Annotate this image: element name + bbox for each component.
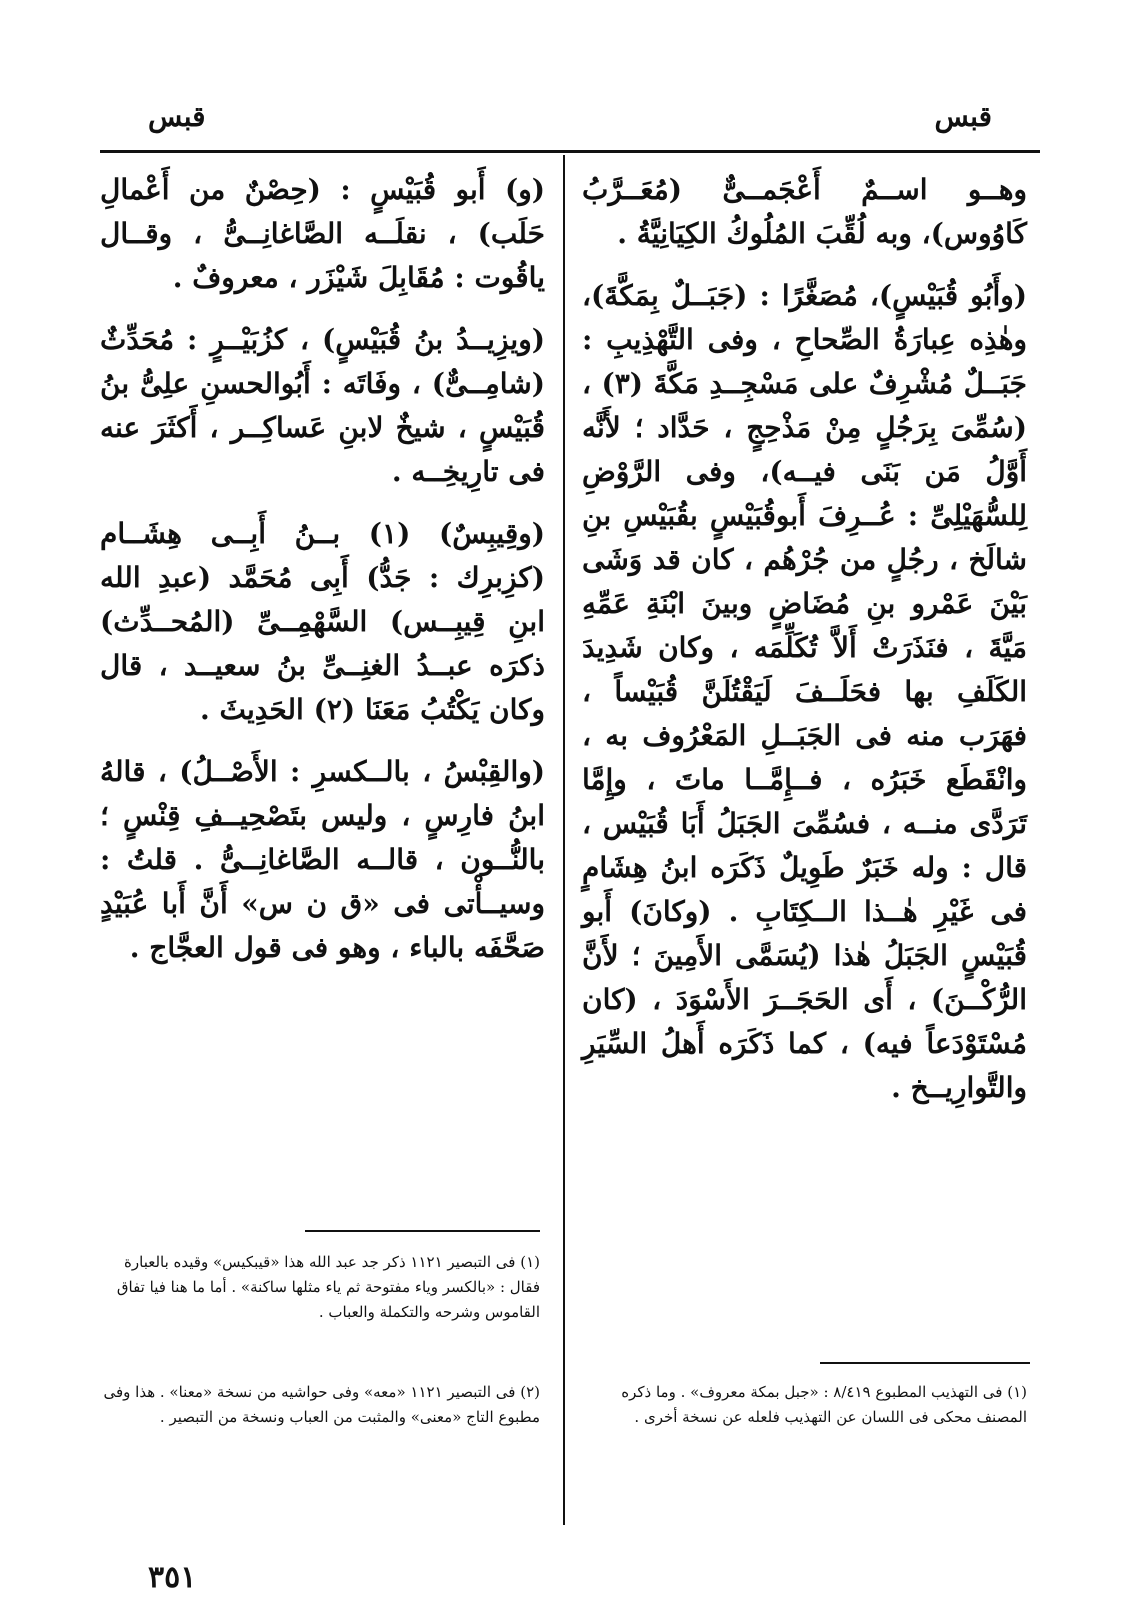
running-header-left: قبس	[148, 100, 206, 133]
footnote-rule-left	[305, 1230, 540, 1232]
footnote-left-2: (٢) فى التبصير ١١٢١ «معه» وفى حواشيه من نسخة «معنا» . هذا وفى مطبوع التاج «معنى» والمثبت من العباب ونسخة من التبصير .	[103, 1383, 540, 1426]
page-number: ٣٥١	[148, 1560, 197, 1595]
footnote-left-1: (١) فى التبصير ١١٢١ ذكر جد عبد الله هذا «قيبكيس» وقيده بالعبارة فقال : «بالكسر وياء مفتوحة ثم ياء مثلها ساكنة» . أما ما هنا فيا تفاق القاموس وشرحه والتكملة والعباب .	[116, 1253, 540, 1321]
paragraph: (وأَبُو قُبَيْسٍ)، مُصَغَّرًا : (جَبَــلٌ بِمَكَّةَ)، وهٰذِه عِبارَةُ الصِّحاحِ ، وفى التَّهْذِيبِ : جَبَــلٌ مُشْرِفٌ على مَسْجِــدِ مَكَّةَ (٣) ، (سُمِّىَ بِرَجُلٍ مِنْ مَذْحِجٍ ، حَدَّاد ؛ لأَنَّه أَوَّلُ مَن بَنَى فيــه)، وفى الرَّوْضِ لِلسُّهَيْلِىِّ : عُــرِفَ أَبوقُبَيْسٍ بقُبَيْسِ بنِ شالَخ ، رجُلٍ من جُرْهُم ، كان قد وَشَى بَيْنَ عَمْرو بنِ مُضَاضٍ وبينَ ابْنَةِ عَمِّهِ مَيَّةَ ، فنَذَرَتْ أَلاَّ تُكَلِّمَه ، وكان شَدِيدَ الكَلَفِ بها فحَلَــفَ لَيَقْتُلَنَّ قُبَيْساً ، فهَرَب منه فى الجَبَــلِ المَعْرُوف به ، وانْقَطَع خَبَرُه ، فــإِمَّــا ماتَ ، وإِمَّا تَرَدَّى منــه ، فسُمِّىَ الجَبَلُ أَبَا قُبَيْس ، قال : وله خَبَرٌ طَوِيلٌ ذَكَرَه ابنُ هِشَامٍ فى غَيْرِ هٰــذا الــكِتَابِ . (وكانَ) أَبو قُبَيْسٍ الجَبَلُ هٰذا (يُسَمَّى الأَمِينَ ؛ لأَنَّ الرُّكْــنَ) ، أَى الحَجَــرَ الأَسْوَدَ ، (كان مُسْتَوْدَعاً فيه) ، كما ذَكَرَه أَهلُ السِّيَرِ والتَّوارِيــخ .	[582, 279, 1027, 1104]
paragraph: (وقِيبِسٌ) (١) بــنُ أَبِــى هِشَــام (كزِبرِك : جَدُّ) أَبِى مُحَمَّد (عبدِ الله ابنِ قِيبِــس) السَّهْمِــىِّ (المُحــدِّث) ذكرَه عبــدُ الغنِــىِّ بنُ سعيــد ، قال وكان يَكْتُبُ مَعَنَا (٢) الحَدِيثَ .	[100, 517, 545, 726]
left-column	[100, 168, 545, 970]
paragraph: (والقِبْسُ ، بالــكسرِ : الأَصْــلُ) ، قالهُ ابنُ فارِسٍ ، وليس بتَصْحِيــفِ قِنْسٍ ؛ بالنُّــون ، قالــه الصَّاغانِــىُّ . قلتُ : وسيــأْتى فى «ق ن س» أَنَّ أَبا عُبَيْدٍ صَحَّفَه بالباء ، وهو فى قول العجَّاج .	[100, 755, 545, 964]
header-rule	[100, 150, 1040, 153]
column-divider	[563, 155, 565, 1525]
running-header-right: قبس	[934, 100, 992, 133]
right-column	[582, 168, 1027, 1110]
footnote-right-1: (١) فى التهذيب المطبوع ٨/٤١٩ : «جبل بمكة معروف» . وما ذكره المصنف محكى فى اللسان عن التهذيب فلعله عن نسخة أخرى .	[621, 1383, 1027, 1426]
footnote-rule-right	[820, 1362, 1030, 1364]
paragraph: (و) أَبو قُبَيْسٍ : (حِصْنٌ من أَعْمالِ حَلَب) ، نقلَــه الصَّاغانِــىُّ ، وقــال ياقُوت : مُقَابِلَ شَيْزَر ، معروفٌ .	[100, 173, 545, 294]
paragraph: وهــو اســمٌ أَعْجَمــىٌّ (مُعَــرَّبُ كَاوُوس)، وبه لُقِّبَ المُلُوكُ الكِيَانِيَّةُ .	[582, 173, 1027, 250]
paragraph: (ويزِيــدُ بنُ قُبَيْسٍ) ، كزُبَيْــرٍ : مُحَدِّثٌ (شامِــىٌّ) ، وفَاتَه : أَبُوالحسنِ علِىُّ بنُ قُبَيْسٍ ، شيخٌ لابنِ عَساكِــر ، أَكثَرَ عنه فى تارِيخِــه .	[100, 323, 545, 488]
